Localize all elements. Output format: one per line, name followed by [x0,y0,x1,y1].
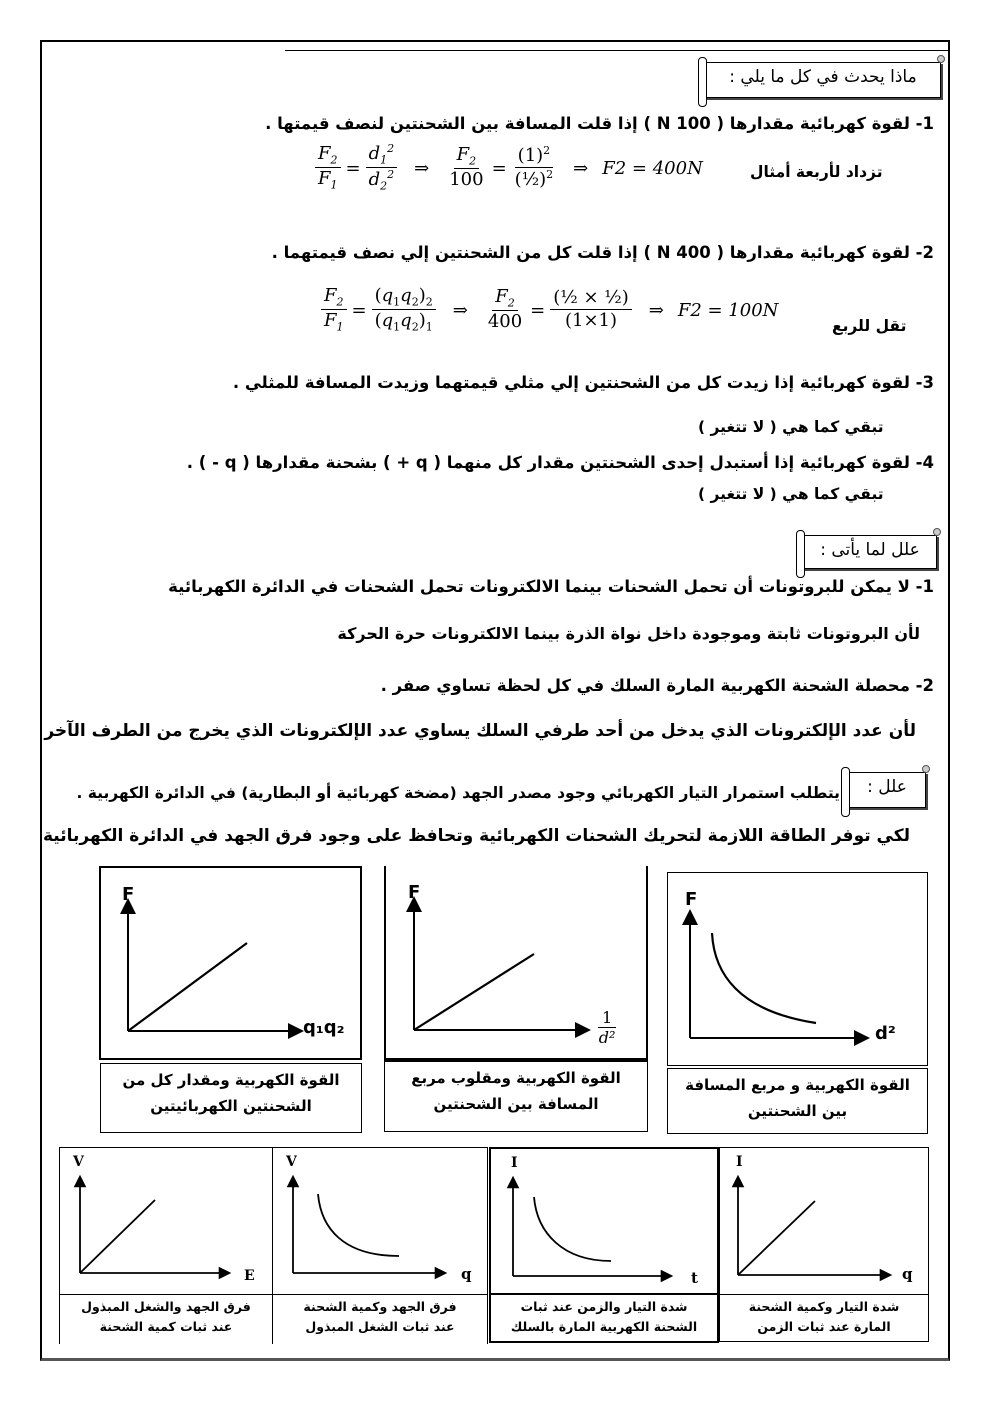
y-axis-label: V [286,1154,297,1170]
answer-3: تبقي كما هي ( لا تتغير ) [698,418,884,436]
linear-plot [720,1148,930,1296]
caption-force-vs-charges [100,1063,362,1133]
x-axis-label-text: d² [875,1023,896,1044]
caption-line: بين الشحنتين [747,1102,848,1120]
caption-line: عند ثبات الشغل المبذول [305,1319,455,1334]
answer-2: تقل للربع [832,317,907,335]
y-axis-label: F [408,882,421,903]
section2-header-banner [803,535,937,569]
caption-force-vs-distance-squared [667,1068,928,1134]
top-rule [285,50,950,51]
scroll-curl-right [937,55,945,63]
reason-answer-2: لأن عدد الإلكترونات الذي يدخل من أحد طرفي السلك يساوي عدد الإلكترونات الذي يخرج من الطرف الآخر [44,721,916,741]
inverse-plot [491,1149,721,1297]
caption-line: شدة التيار وكمية الشحنة [748,1299,900,1314]
section3-answer: لكي توفر الطاقة اللازمة لتحريك الشحنات الكهربائية وتحافظ على وجود فرق الجهد في الدائرة الكهربائية [43,826,910,846]
graph-force-vs-distance-squared [667,872,928,1066]
caption-line: الشحنتين الكهربائيتين [150,1097,312,1115]
x-axis-label [598,1008,616,1047]
section1-header-banner [705,62,941,98]
question-3: 3- لقوة كهربائية إذا زيدت كل من الشحنتين إلي مثلي قيمتهما وزيدت المسافة للمثلي . [232,373,934,392]
caption-line: فرق الجهد والشغل المبذول [81,1299,251,1314]
x-axis-label: q [461,1265,472,1283]
equation-2: $\frac{F_2}{F_1}$ = $\frac{(q_1q_2)_2}{(q_1q_2)_1}$ ⇒ $\frac{F_2}{400}$ = $\frac{\text{(½ × ½)}}{(1\times 1)}$ ⇒ F2 = 100N [318,286,778,334]
x-axis-label: q [902,1265,913,1283]
equation-1-result: F2 = 400N [602,157,703,179]
x-axis-label-denominator: d² [598,1028,616,1047]
question-2: 2- لقوة كهربائية مقدارها ( 400 N ) إذا قلت كل من الشحنتين إلي نصف قيمتهما . [271,243,934,262]
graph-force-vs-charges [99,866,362,1060]
equation-1: $\frac{F_2}{F_1}$ = $\frac{d_1^2}{d_2^2}$ ⇒ $\frac{F_2}{100}$ = $\frac{(1)^2}{(\frac{1}{2})^2}$ ⇒ F2 = 400N [312,143,703,193]
caption-line: المارة عند ثبات الزمن [757,1319,891,1334]
equation-2-result: F2 = 100N [677,299,779,321]
y-axis-label: I [736,1154,743,1170]
caption-line: المسافة بين الشحنتين [433,1095,599,1113]
section3-header: علل : [867,777,907,797]
question-1: 1- لقوة كهربائية مقدارها ( 100 N ) إذا قلت المسافة بين الشحنتين لنصف قيمتها . [265,114,934,133]
x-axis-label: E [244,1268,255,1284]
reason-question-1: 1- لا يمكن للبروتونات أن تحمل الشحنات بينما الالكترونات تحمل الشحنات في الدائرة الكهربائية [168,577,934,596]
reason-answer-1: لأن البروتونات ثابتة وموجودة داخل نواة الذرة بينما الالكترونات حرة الحركة [337,624,920,643]
scroll-curl-left [841,767,850,817]
scroll-curl-right [933,528,941,536]
scroll-curl-left [796,530,805,578]
caption-voltage-vs-charge [272,1294,488,1344]
caption-voltage-vs-work [59,1294,273,1344]
scroll-curl-left [698,57,707,107]
caption-current-vs-charge [719,1294,929,1342]
caption-line: القوة الكهربية و مربع المسافة [685,1076,910,1094]
caption-line: القوة الكهربية ومقدار كل من [122,1071,340,1089]
graph-current-vs-time [489,1147,719,1295]
caption-line: شدة التيار والزمن عند ثبات [520,1299,688,1314]
graph-force-vs-inverse-distance-squared [384,866,648,1060]
graph-current-vs-charge [719,1147,929,1295]
inverse-plot [273,1148,489,1296]
y-axis-label: F [685,889,698,910]
caption-line: القوة الكهربية ومقلوب مربع [411,1069,621,1087]
section3-header-banner [848,772,926,808]
graph-voltage-vs-charge [272,1147,488,1295]
answer-1: تزداد لأربعة أمثال [750,163,883,181]
y-axis-label: V [73,1154,84,1170]
caption-current-vs-time [489,1293,719,1343]
x-axis-label [875,1023,896,1044]
caption-force-vs-inverse-distance [384,1060,648,1132]
caption-line: الشحنة الكهربية المارة بالسلك [510,1319,698,1334]
scroll-curl-right [922,765,930,773]
y-axis-label: I [511,1155,518,1171]
x-axis-label: q₁q₂ [303,1017,345,1038]
question-4: 4- لقوة كهربائية إذا أستبدل إحدى الشحنتين مقدار كل منهما ( q + ) بشحنة مقدارها ( q - ) . [186,453,934,472]
graph-voltage-vs-work [59,1147,273,1295]
y-axis-label: F [122,884,135,905]
reason-question-2: 2- محصلة الشحنة الكهربية المارة السلك في كل لحظة تساوي صفر . [380,676,934,695]
x-axis-label: t [691,1269,698,1287]
caption-line: فرق الجهد وكمية الشحنة [303,1299,457,1314]
x-axis-label-numerator: 1 [598,1008,616,1028]
caption-line: عند ثبات كمية الشحنة [99,1319,233,1334]
section1-header: ماذا يحدث في كل ما يلي : [729,67,917,87]
answer-4: تبقي كما هي ( لا تتغير ) [698,485,884,503]
linear-plot [60,1148,274,1296]
section3-question: يتطلب استمرار التيار الكهربائي وجود مصدر الجهد (مضخة كهربائية أو البطارية) في الدائرة الكهربية . [76,784,840,802]
section2-header: علل لما يأتى : [820,540,920,560]
